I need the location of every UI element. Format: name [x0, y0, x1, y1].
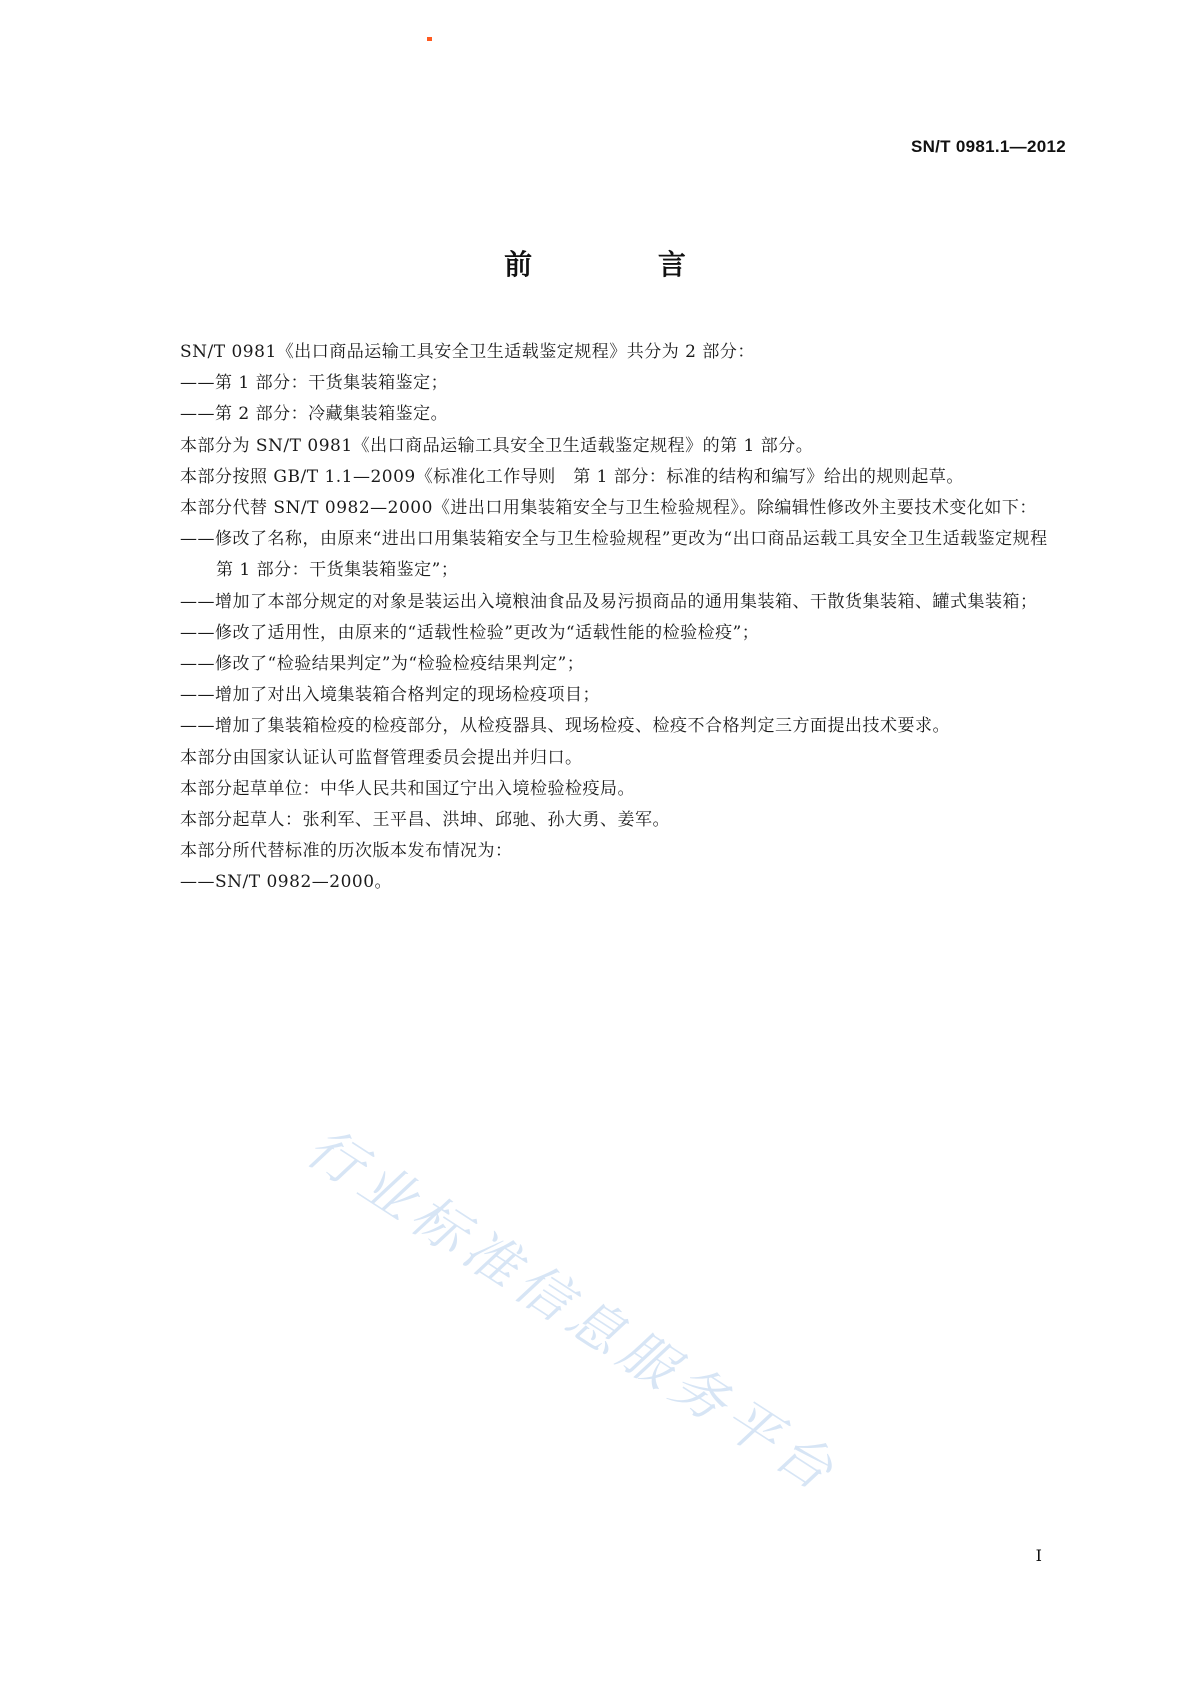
list-item-change-judgement: ——修改了“检验结果判定”为“检验检疫结果判定”；: [180, 654, 585, 675]
standard-number: SN/T 0981.1—2012: [910, 137, 1066, 156]
paragraph-scope: 本部分为 SN/T 0981《出口商品运输工具安全卫生适载鉴定规程》的第 1 部分。: [180, 435, 814, 456]
paragraph-proposer: 本部分由国家认证认可监督管理委员会提出并归口。: [180, 747, 583, 768]
watermark-text: 行业标准信息服务平台: [295, 1115, 850, 1506]
paragraph-drafters: 本部分起草人：张利军、王平昌、洪坤、邱驰、孙大勇、姜军。: [180, 810, 670, 831]
list-item-change-objects: ——增加了本部分规定的对象是装运出入境粮油食品及易污损商品的通用集装箱、干散货集装箱、罐式集装箱；: [180, 591, 1038, 612]
list-item-part-2: ——第 2 部分：冷藏集装箱鉴定。: [180, 404, 449, 425]
page-number: I: [1035, 1546, 1042, 1565]
list-item-history-version: ——SN/T 0982—2000。: [180, 872, 393, 893]
corner-mark: [427, 37, 432, 41]
preface-body: [146, 337, 1068, 899]
paragraph-drafting-unit: 本部分起草单位：中华人民共和国辽宁出入境检验检疫局。: [180, 778, 635, 799]
paragraph-drafting-rules: 本部分按照 GB/T 1.1—2009《标准化工作导则 第 1 部分：标准的结构和编写》给出的规则起草。: [180, 466, 964, 487]
paragraph-replaces: 本部分代替 SN/T 0982—2000《进出口用集装箱安全与卫生检验规程》。除编辑性修改外主要技术变化如下：: [180, 498, 1037, 519]
list-item-change-quarantine-items: ——增加了对出入境集装箱合格判定的现场检疫项目；: [180, 685, 600, 706]
list-item-change-name: ——修改了名称，由原来“进出口用集装箱安全与卫生检验规程”更改为“出口商品运载工具安全卫生适载鉴定规程 第 1 部分：干货集装箱鉴定”；: [180, 529, 1066, 581]
paragraph-history: 本部分所代替标准的历次版本发布情况为：: [180, 841, 513, 862]
list-item-part-1: ——第 1 部分：干货集装箱鉴定；: [180, 373, 449, 394]
list-item-change-quarantine-part: ——增加了集装箱检疫的检疫部分，从检疫器具、现场检疫、检疫不合格判定三方面提出技术要求。: [180, 716, 950, 737]
paragraph-intro: SN/T 0981《出口商品运输工具安全卫生适载鉴定规程》共分为 2 部分：: [180, 342, 755, 362]
page-title: 前 言: [504, 248, 744, 281]
list-item-change-applicability: ——修改了适用性，由原来的“适载性检验”更改为“适载性能的检验检疫”；: [180, 622, 760, 643]
